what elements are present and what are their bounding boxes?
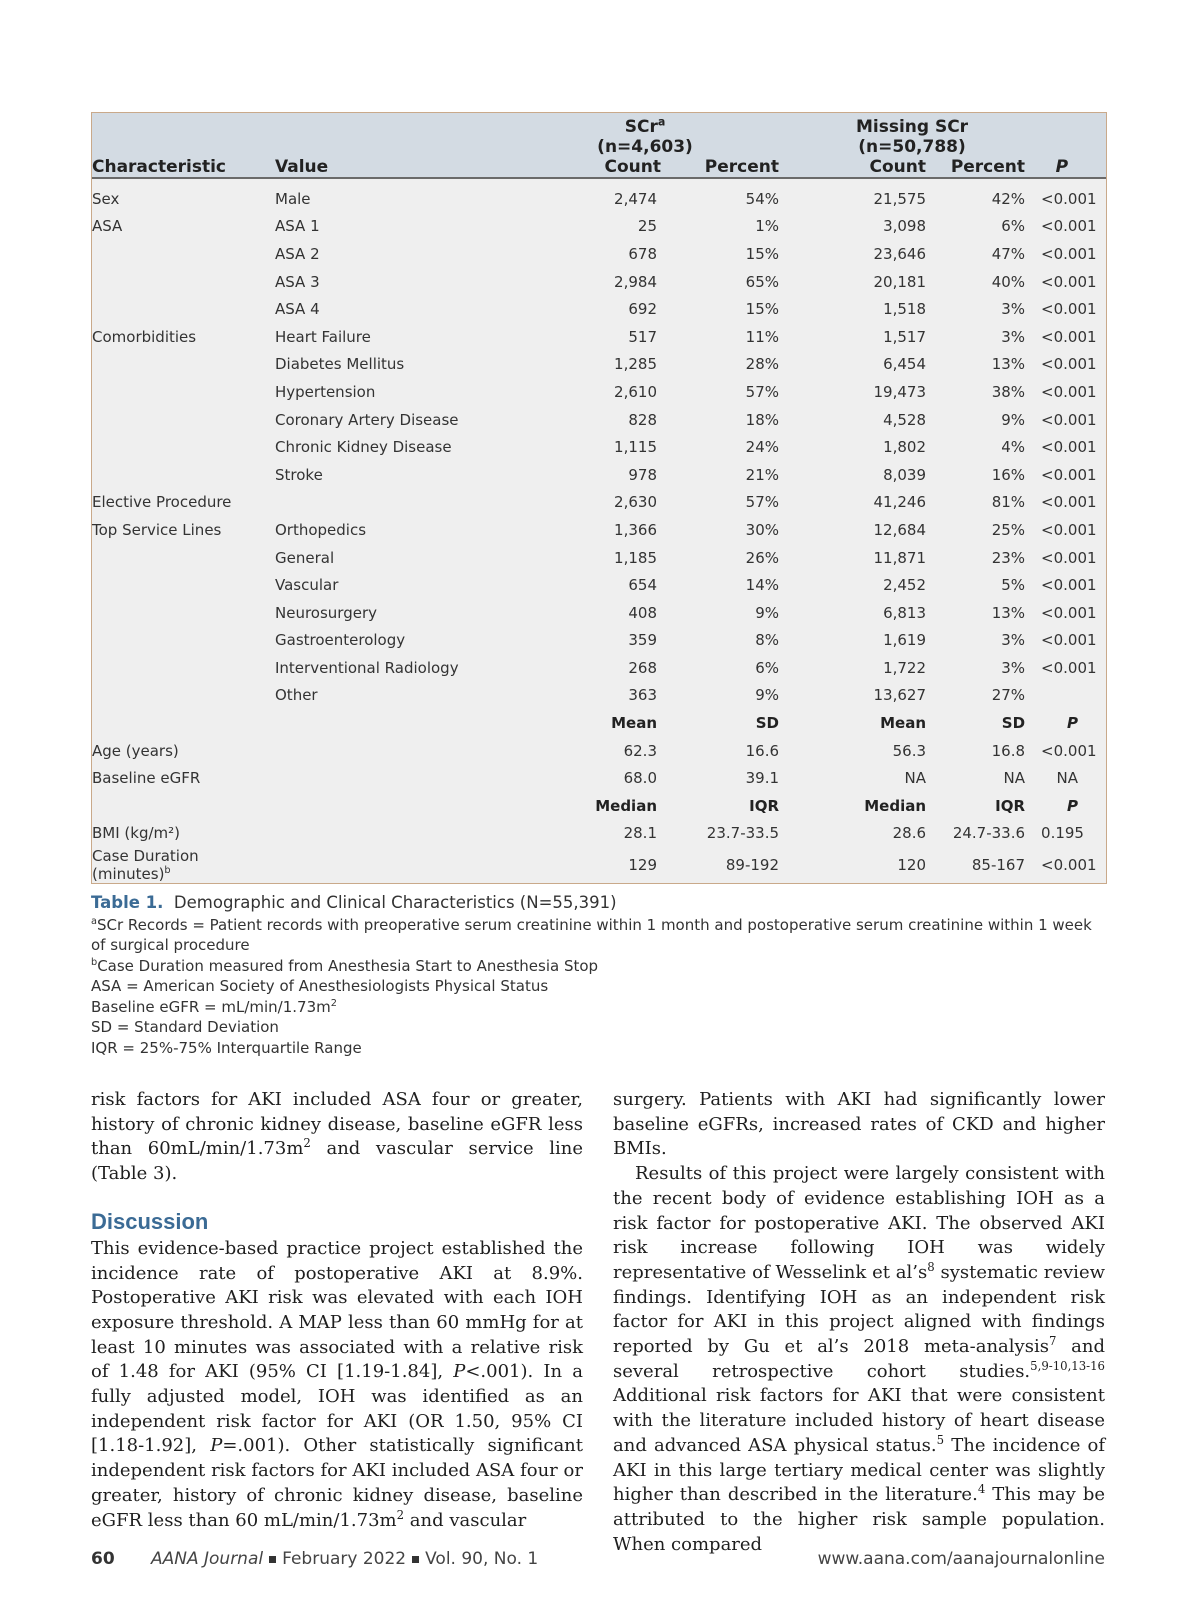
- table-body: [92, 178, 1106, 883]
- cell-missing-percent: 3%: [1001, 658, 1026, 677]
- cell-value: ASA 1: [275, 217, 320, 236]
- cell-p-value: <0.001: [1041, 217, 1097, 236]
- cell-scr-percent: 14%: [745, 576, 780, 595]
- cell-missing-percent: 40%: [991, 272, 1026, 291]
- cell-value: Gastroenterology: [275, 631, 406, 650]
- col-value: Value: [275, 157, 507, 178]
- table-row: [92, 682, 1106, 710]
- cell-characteristic: [92, 792, 275, 820]
- cell-scr-count: 408: [628, 603, 657, 622]
- table-subheader-row: [92, 792, 1106, 820]
- cell-scr-count: 359: [628, 631, 657, 650]
- header-group-row: [92, 113, 1106, 137]
- table-1: [91, 112, 1107, 884]
- cell-value: [275, 489, 507, 517]
- cell-characteristic: Elective Procedure: [92, 493, 232, 512]
- cell-p-value: <0.001: [1041, 520, 1097, 539]
- cell-scr-percent: 9%: [755, 603, 780, 622]
- cell-scr-percent: 39.1: [745, 769, 780, 788]
- cell-characteristic: [92, 571, 275, 599]
- cell-scr-count: 654: [628, 576, 657, 595]
- scr-group-header: SCr$^a$: [624, 115, 666, 137]
- cell-missing-percent: 23%: [991, 548, 1026, 567]
- cell-p-value: <0.001: [1041, 327, 1097, 346]
- col-p-value: P: [1041, 157, 1106, 178]
- cell-missing-percent: 5%: [1001, 576, 1026, 595]
- cell-scr-percent: 65%: [745, 272, 780, 291]
- cell-p-value: <0.001: [1041, 658, 1097, 677]
- cell-missing-count: 120: [897, 856, 927, 875]
- cell-missing-count: 6,813: [883, 603, 927, 622]
- cell-missing-count: 41,246: [873, 493, 927, 512]
- cell-missing-percent: 9%: [1001, 410, 1026, 429]
- cell-missing-count: 21,575: [873, 189, 927, 208]
- cell-scr-percent: 6%: [755, 658, 780, 677]
- cell-characteristic: BMI (kg/m²): [92, 824, 181, 843]
- cell-scr-count: 2,610: [614, 382, 657, 401]
- cell-missing-count: 23,646: [873, 244, 927, 263]
- cell-scr-percent: 15%: [745, 300, 780, 319]
- cell-value: Heart Failure: [275, 327, 371, 346]
- header-columns-row: [92, 157, 1106, 178]
- cell-missing-count: 3,098: [883, 217, 927, 236]
- cell-p-value: <0.001: [1041, 355, 1097, 374]
- cell-value: [275, 820, 507, 848]
- journal-url[interactable]: www.aana.com/aanajournalonline: [817, 1549, 1105, 1569]
- cell-characteristic: Top Service Lines: [92, 520, 222, 539]
- cell-p-value: <0.001: [1041, 244, 1097, 263]
- footnote-sd: SD = Standard Deviation: [91, 1018, 279, 1036]
- cell-value: ASA 3: [275, 272, 320, 291]
- cell-p-value: 0.195: [1041, 824, 1084, 843]
- cell-scr-percent: 21%: [745, 465, 780, 484]
- missing-scr-group-n: (n=50,788): [858, 137, 966, 157]
- header-n-row: [92, 137, 1106, 157]
- cell-missing-percent: 42%: [991, 189, 1026, 208]
- body-column-left: [91, 1088, 583, 1533]
- table-row: [92, 178, 1106, 213]
- table-caption: [91, 893, 1101, 1058]
- cell-scr-count: 2,630: [614, 493, 657, 512]
- cell-value: [275, 764, 507, 792]
- cell-missing-percent: 3%: [1001, 327, 1026, 346]
- cell-missing-percent: 6%: [1001, 217, 1026, 236]
- table-row: [92, 268, 1106, 296]
- cell-scr-count: 2,474: [614, 189, 657, 208]
- cell-characteristic: [92, 268, 275, 296]
- cell-characteristic: Comorbidities: [92, 327, 197, 346]
- footnote-a: $^a$SCr Records = Patient records with preoperative serum creatinine within 1 month and postoperative serum creatinine within 1 week of surgical procedure: [91, 915, 1092, 954]
- cell-missing-count: 20,181: [873, 272, 927, 291]
- cell-missing-percent: 24.7-33.6: [952, 824, 1026, 843]
- cell-scr-count: 129: [628, 856, 657, 875]
- cell-p-value: <0.001: [1041, 189, 1097, 208]
- cell-missing-count: 1,518: [883, 300, 927, 319]
- cell-value: [275, 737, 507, 765]
- cell-missing-percent: SD: [1001, 714, 1026, 733]
- cell-scr-percent: 16.6: [745, 741, 780, 760]
- cell-p-value: P: [1067, 796, 1079, 815]
- cell-p-value: <0.001: [1041, 493, 1097, 512]
- table-row: [92, 213, 1106, 241]
- cell-missing-percent: 16.8: [991, 741, 1026, 760]
- cell-p-value: [1041, 682, 1106, 710]
- cell-missing-count: 11,871: [873, 548, 927, 567]
- table-row: [92, 599, 1106, 627]
- cell-missing-count: 2,452: [883, 576, 927, 595]
- cell-scr-count: 678: [628, 244, 657, 263]
- cell-scr-count: 1,285: [614, 355, 657, 374]
- cell-value: ASA 4: [275, 300, 320, 319]
- cell-missing-percent: 3%: [1001, 631, 1026, 650]
- cell-missing-count: 1,619: [883, 631, 927, 650]
- cell-missing-percent: 13%: [991, 603, 1026, 622]
- cell-scr-percent: IQR: [749, 796, 780, 815]
- cell-characteristic: [92, 406, 275, 434]
- cell-value: Chronic Kidney Disease: [275, 438, 452, 457]
- cell-p-value: <0.001: [1041, 300, 1097, 319]
- cell-characteristic: Case Duration (minutes)$^b$: [92, 847, 199, 884]
- caption-label: Table 1.: [91, 893, 164, 912]
- cell-scr-count: 62.3: [623, 741, 657, 760]
- cell-missing-percent: 27%: [991, 686, 1026, 705]
- cell-missing-count: 13,627: [873, 686, 927, 705]
- cell-scr-percent: 57%: [745, 382, 780, 401]
- cell-characteristic: [92, 682, 275, 710]
- cell-p-value: <0.001: [1041, 438, 1097, 457]
- cell-p-value: <0.001: [1041, 465, 1097, 484]
- cell-characteristic: Age (years): [92, 741, 179, 760]
- cell-scr-count: 25: [637, 217, 657, 236]
- paragraph-discussion-cont: surgery. Patients with AKI had significantly lower baseline eGFRs, increased rates of CKD and higher BMIs.: [613, 1089, 1105, 1160]
- table-row: [92, 351, 1106, 379]
- cell-characteristic: [92, 351, 275, 379]
- separator-square-icon: [269, 1556, 276, 1563]
- cell-p-value: <0.001: [1041, 382, 1097, 401]
- table-row: [92, 737, 1106, 765]
- cell-missing-percent: 38%: [991, 382, 1026, 401]
- cell-p-value: <0.001: [1041, 548, 1097, 567]
- demographics-table: [92, 113, 1106, 883]
- cell-characteristic: [92, 599, 275, 627]
- cell-missing-percent: IQR: [995, 796, 1026, 815]
- cell-value: [275, 709, 507, 737]
- body-column-right: [613, 1088, 1105, 1557]
- cell-missing-count: NA: [904, 769, 927, 788]
- table-row: [92, 847, 1106, 883]
- cell-p-value: <0.001: [1041, 576, 1097, 595]
- cell-missing-percent: 13%: [991, 355, 1026, 374]
- cell-missing-percent: 81%: [991, 493, 1026, 512]
- table-row: [92, 820, 1106, 848]
- table-row: [92, 295, 1106, 323]
- cell-missing-count: 19,473: [873, 382, 927, 401]
- page-footer: [91, 1549, 1105, 1573]
- table-row: [92, 323, 1106, 351]
- cell-scr-percent: 8%: [755, 631, 780, 650]
- col-scr-percent: Percent: [661, 157, 783, 178]
- cell-missing-count: 4,528: [883, 410, 927, 429]
- cell-missing-percent: 85-167: [971, 856, 1026, 875]
- cell-scr-count: Median: [595, 796, 657, 815]
- paragraph-results-end: risk factors for AKI included ASA four or greater, history of chronic kidney disease, baseline eGFR less than $60mL/\min/1.73m^2$ and vascular service line (Table 3).: [91, 1089, 583, 1185]
- cell-value: Neurosurgery: [275, 603, 377, 622]
- cell-missing-count: 56.3: [892, 741, 927, 760]
- cell-characteristic: Baseline eGFR: [92, 769, 201, 788]
- cell-scr-count: 1,185: [614, 548, 657, 567]
- cell-scr-count: 2,984: [614, 272, 657, 291]
- cell-scr-count: 1,366: [614, 520, 657, 539]
- cell-scr-count: 1,115: [614, 438, 657, 457]
- caption-title: Table 1. Demographic and Clinical Characteristics (N=55,391): [91, 893, 617, 912]
- cell-scr-percent: 11%: [745, 327, 780, 346]
- cell-missing-count: 1,517: [883, 327, 927, 346]
- cell-value: Other: [275, 686, 318, 705]
- table-row: [92, 406, 1106, 434]
- separator-square-icon: [412, 1556, 419, 1563]
- cell-characteristic: [92, 295, 275, 323]
- cell-scr-count: 28.1: [623, 824, 657, 843]
- cell-p-value: <0.001: [1041, 741, 1097, 760]
- table-row: [92, 627, 1106, 655]
- cell-value: Stroke: [275, 465, 323, 484]
- table-row: [92, 240, 1106, 268]
- cell-scr-percent: 28%: [745, 355, 780, 374]
- col-missing-percent: Percent: [934, 157, 1041, 178]
- cell-scr-count: 978: [628, 465, 657, 484]
- cell-missing-percent: 3%: [1001, 300, 1026, 319]
- cell-characteristic: [92, 709, 275, 737]
- cell-characteristic: [92, 627, 275, 655]
- table-row: [92, 489, 1106, 517]
- col-characteristic: Characteristic: [92, 157, 275, 178]
- cell-scr-percent: 9%: [755, 686, 780, 705]
- table-row: [92, 433, 1106, 461]
- cell-characteristic: [92, 378, 275, 406]
- footnote-asa: ASA = American Society of Anesthesiologists Physical Status: [91, 977, 549, 995]
- cell-value: Coronary Artery Disease: [275, 410, 459, 429]
- scr-group-n: (n=4,603): [597, 137, 693, 157]
- cell-characteristic: [92, 240, 275, 268]
- table-row: [92, 544, 1106, 572]
- cell-value: General: [275, 548, 335, 567]
- cell-value: ASA 2: [275, 244, 320, 263]
- cell-missing-percent: NA: [1003, 769, 1026, 788]
- cell-scr-percent: SD: [755, 714, 780, 733]
- cell-scr-percent: 24%: [745, 438, 780, 457]
- cell-value: Vascular: [275, 576, 339, 595]
- cell-missing-count: Median: [864, 796, 927, 815]
- cell-characteristic: [92, 461, 275, 489]
- footnote-b: $^b$Case Duration measured from Anesthesia Start to Anesthesia Stop: [91, 956, 599, 975]
- paragraph-discussion-1: This evidence-based practice project established the incidence rate of postoperative AKI at 8.9%. Postoperative AKI risk was elevated with each IOH exposure threshold. A MAP less than 60 mmHg for at least 10 minutes was associated with a relative risk of 1.48 for AKI (95% CI [1.19-1.84], P<.001). In a fully adjusted model, IOH was identified as an independent risk factor for AKI (OR 1.50, 95% CI [1.18-1.92], P=.001). Other statistically significant independent risk factors for AKI included ASA four or greater, history of chronic kidney disease, baseline eGFR less than 60 $mL/\min/1.73m^2$ and vascular: [91, 1237, 583, 1531]
- cell-scr-count: Mean: [611, 714, 657, 733]
- footnote-iqr: IQR = 25%-75% Interquartile Range: [91, 1038, 362, 1057]
- cell-missing-count: 1,802: [883, 438, 927, 457]
- cell-missing-count: Mean: [880, 714, 927, 733]
- cell-missing-count: 12,684: [873, 520, 927, 539]
- cell-missing-count: 8,039: [883, 465, 927, 484]
- cell-scr-percent: 30%: [745, 520, 780, 539]
- cell-scr-count: 363: [628, 686, 657, 705]
- table-row: [92, 654, 1106, 682]
- cell-p-value: <0.001: [1041, 856, 1097, 875]
- cell-characteristic: [92, 654, 275, 682]
- cell-scr-percent: 23.7-33.5: [706, 824, 780, 843]
- cell-missing-count: 1,722: [883, 658, 927, 677]
- cell-scr-percent: 26%: [745, 548, 780, 567]
- table-subheader-row: [92, 709, 1106, 737]
- cell-value: [275, 792, 507, 820]
- table-row: [92, 764, 1106, 792]
- cell-value: Interventional Radiology: [275, 658, 459, 677]
- cell-p-value: NA: [1056, 769, 1079, 788]
- cell-missing-percent: 25%: [991, 520, 1026, 539]
- cell-characteristic: Sex: [92, 189, 120, 208]
- cell-value: Male: [275, 189, 311, 208]
- footnote-egfr: Baseline eGFR = $mL/\min/1.73m^2$: [91, 997, 337, 1016]
- cell-p-value: <0.001: [1041, 410, 1097, 429]
- cell-missing-percent: 4%: [1001, 438, 1026, 457]
- cell-p-value: P: [1067, 714, 1079, 733]
- cell-value: Orthopedics: [275, 520, 367, 539]
- col-missing-count: Count: [783, 157, 934, 178]
- cell-value: [275, 847, 507, 883]
- cell-scr-percent: 1%: [755, 217, 780, 236]
- cell-scr-count: 692: [628, 300, 657, 319]
- col-scr-count: Count: [507, 157, 661, 178]
- table-row: [92, 461, 1106, 489]
- cell-scr-percent: 57%: [745, 493, 780, 512]
- cell-value: Hypertension: [275, 382, 376, 401]
- cell-characteristic: [92, 433, 275, 461]
- cell-scr-count: 268: [628, 658, 657, 677]
- paragraph-discussion-2: Results of this project were largely consistent with the recent body of evidence establishing IOH as a risk factor for postoperative AKI. The observed AKI risk increase following IOH was widely representative of Wesselink et $al’s^8$ systematic review findings. Identifying IOH as an independent risk factor for AKI in this project aligned with findings reported by Gu et al’s 2018 meta-analysis$^7$ and several retrospective cohort studies.$^{5,9-10,13-16}$ Additional risk factors for AKI that were consistent with the literature included history of heart disease and advanced ASA physical status.$^5$ The incidence of AKI in this large tertiary medical center was slightly higher than described in the literature.$^4$ This may be attributed to the higher risk sample population. When compared: [613, 1163, 1106, 1555]
- cell-value: Diabetes Mellitus: [275, 355, 405, 374]
- cell-missing-percent: 16%: [991, 465, 1026, 484]
- table-row: [92, 378, 1106, 406]
- cell-scr-percent: 89-192: [725, 856, 780, 875]
- cell-scr-percent: 18%: [745, 410, 780, 429]
- cell-scr-count: 828: [628, 410, 657, 429]
- cell-characteristic: ASA: [92, 217, 123, 236]
- cell-p-value: <0.001: [1041, 603, 1097, 622]
- cell-characteristic: [92, 544, 275, 572]
- cell-missing-count: 28.6: [892, 824, 927, 843]
- cell-missing-percent: 47%: [991, 244, 1026, 263]
- cell-p-value: <0.001: [1041, 272, 1097, 291]
- journal-citation: AANA Journal February 2022 Vol. 90, No. 1: [151, 1549, 539, 1569]
- cell-scr-count: 68.0: [623, 769, 657, 788]
- section-heading-discussion: Discussion: [91, 1208, 209, 1234]
- page-number: 60: [91, 1549, 115, 1569]
- table-row: [92, 516, 1106, 544]
- cell-missing-count: 6,454: [883, 355, 927, 374]
- cell-scr-percent: 54%: [745, 189, 780, 208]
- missing-scr-group-header: Missing SCr: [855, 117, 969, 137]
- cell-scr-percent: 15%: [745, 244, 780, 263]
- cell-p-value: <0.001: [1041, 631, 1097, 650]
- cell-scr-count: 517: [628, 327, 657, 346]
- table-row: [92, 571, 1106, 599]
